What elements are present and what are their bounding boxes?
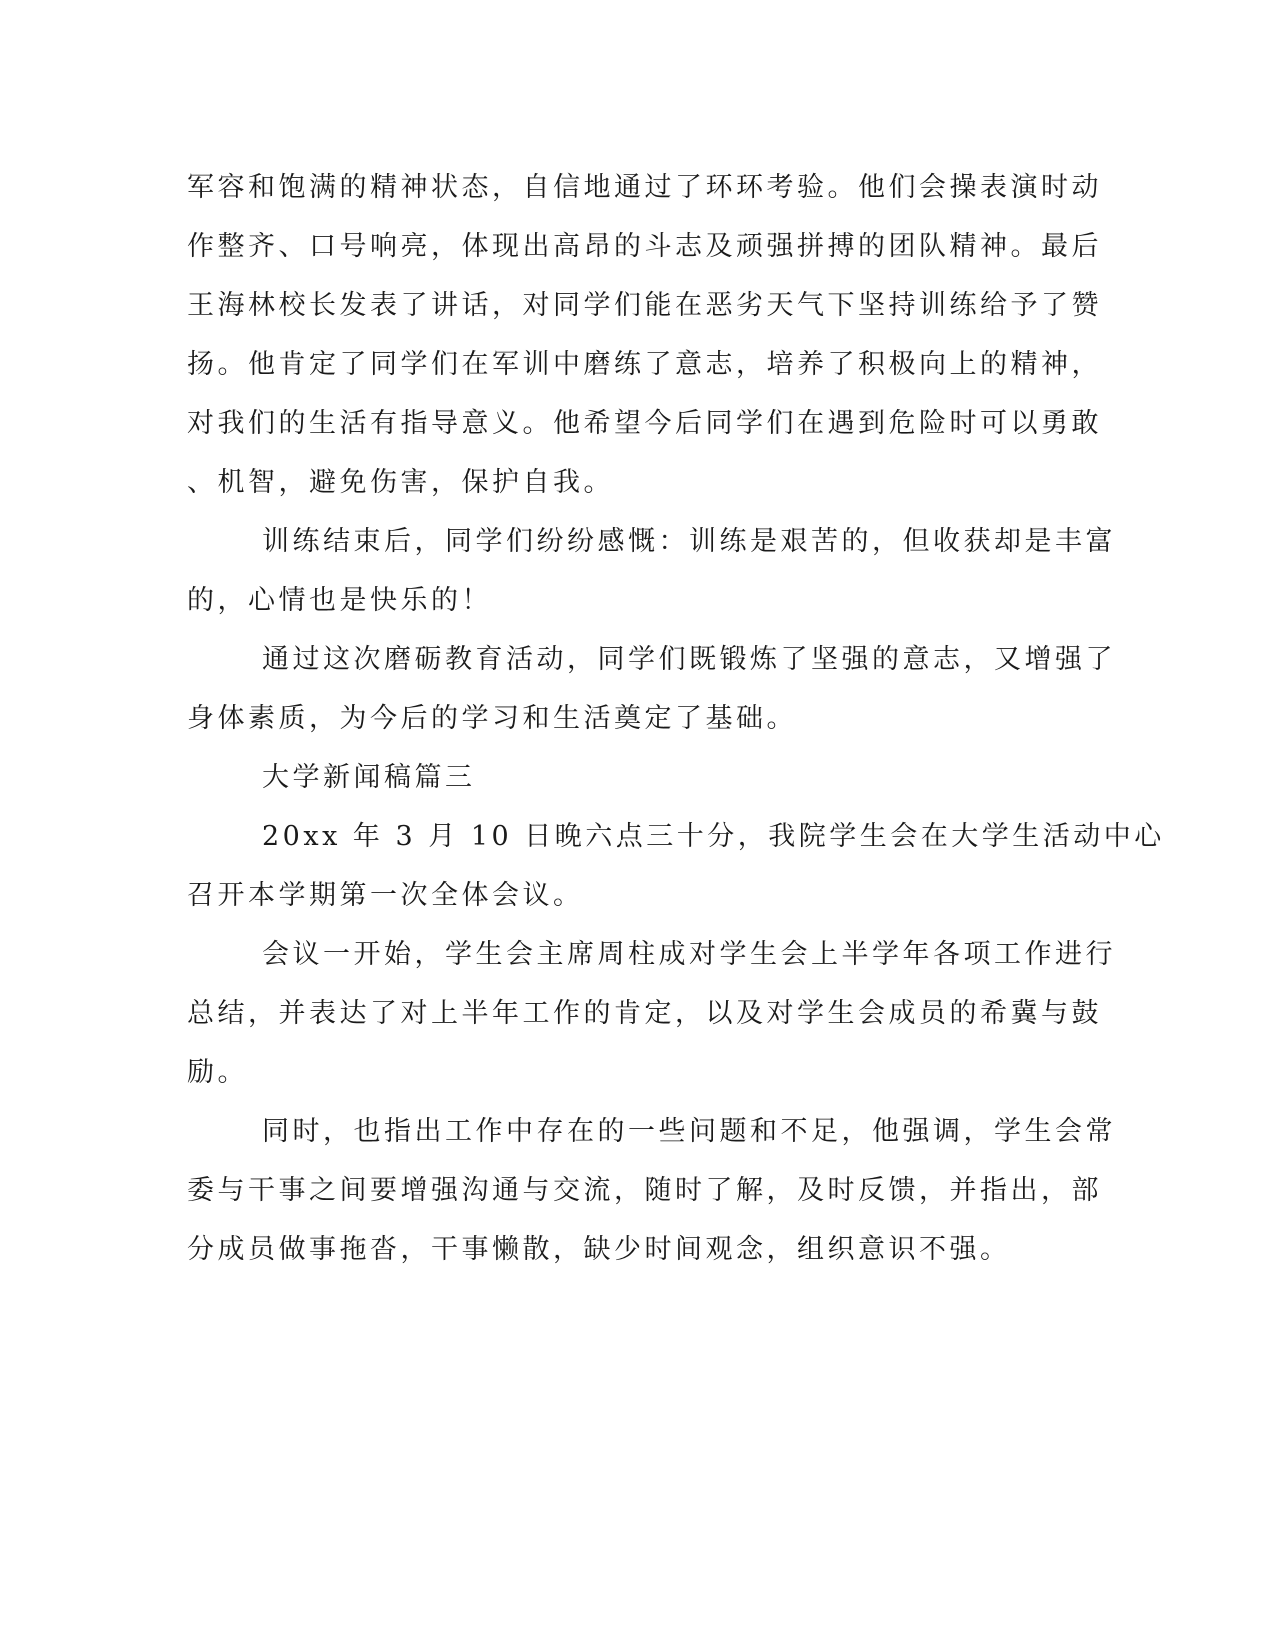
text-line: 作整齐、口号响亮，体现出高昂的斗志及顽强拼搏的团队精神。最后	[187, 231, 1102, 262]
text-line: 王海林校长发表了讲话，对同学们能在恶劣天气下坚持训练给予了赞	[187, 290, 1102, 321]
text-line: 召开本学期第一次全体会议。	[187, 880, 584, 911]
paragraph-first-line: 训练结束后，同学们纷纷感慨：训练是艰苦的，但收获却是丰富	[262, 526, 1116, 557]
text-line: 、机智，避免伤害，保护自我。	[187, 467, 614, 498]
text-line: 总结，并表达了对上半年工作的肯定，以及对学生会成员的希冀与鼓	[187, 998, 1102, 1029]
text-line: 扬。他肯定了同学们在军训中磨练了意志，培养了积极向上的精神，	[187, 349, 1102, 380]
text-line: 委与干事之间要增强沟通与交流，随时了解，及时反馈，并指出，部	[187, 1175, 1102, 1206]
paragraph-first-line: 20xx 年 3 月 10 日晚六点三十分，我院学生会在大学生活动中心	[262, 821, 1165, 852]
paragraph-first-line: 同时，也指出工作中存在的一些问题和不足，他强调，学生会常	[262, 1116, 1116, 1147]
paragraph-first-line: 会议一开始，学生会主席周柱成对学生会上半学年各项工作进行	[262, 939, 1116, 970]
paragraph-first-line: 通过这次磨砺教育活动，同学们既锻炼了坚强的意志，又增强了	[262, 644, 1116, 675]
document-body	[187, 158, 1165, 1279]
section-heading: 大学新闻稿篇三	[262, 762, 476, 793]
text-line: 对我们的生活有指导意义。他希望今后同学们在遇到危险时可以勇敢	[187, 408, 1102, 439]
text-line: 励。	[187, 1057, 248, 1088]
text-line: 军容和饱满的精神状态，自信地通过了环环考验。他们会操表演时动	[187, 172, 1102, 203]
text-line: 身体素质，为今后的学习和生活奠定了基础。	[187, 703, 797, 734]
text-line: 分成员做事拖沓，干事懒散，缺少时间观念，组织意识不强。	[187, 1234, 1011, 1265]
text-line: 的，心情也是快乐的！	[187, 585, 492, 616]
